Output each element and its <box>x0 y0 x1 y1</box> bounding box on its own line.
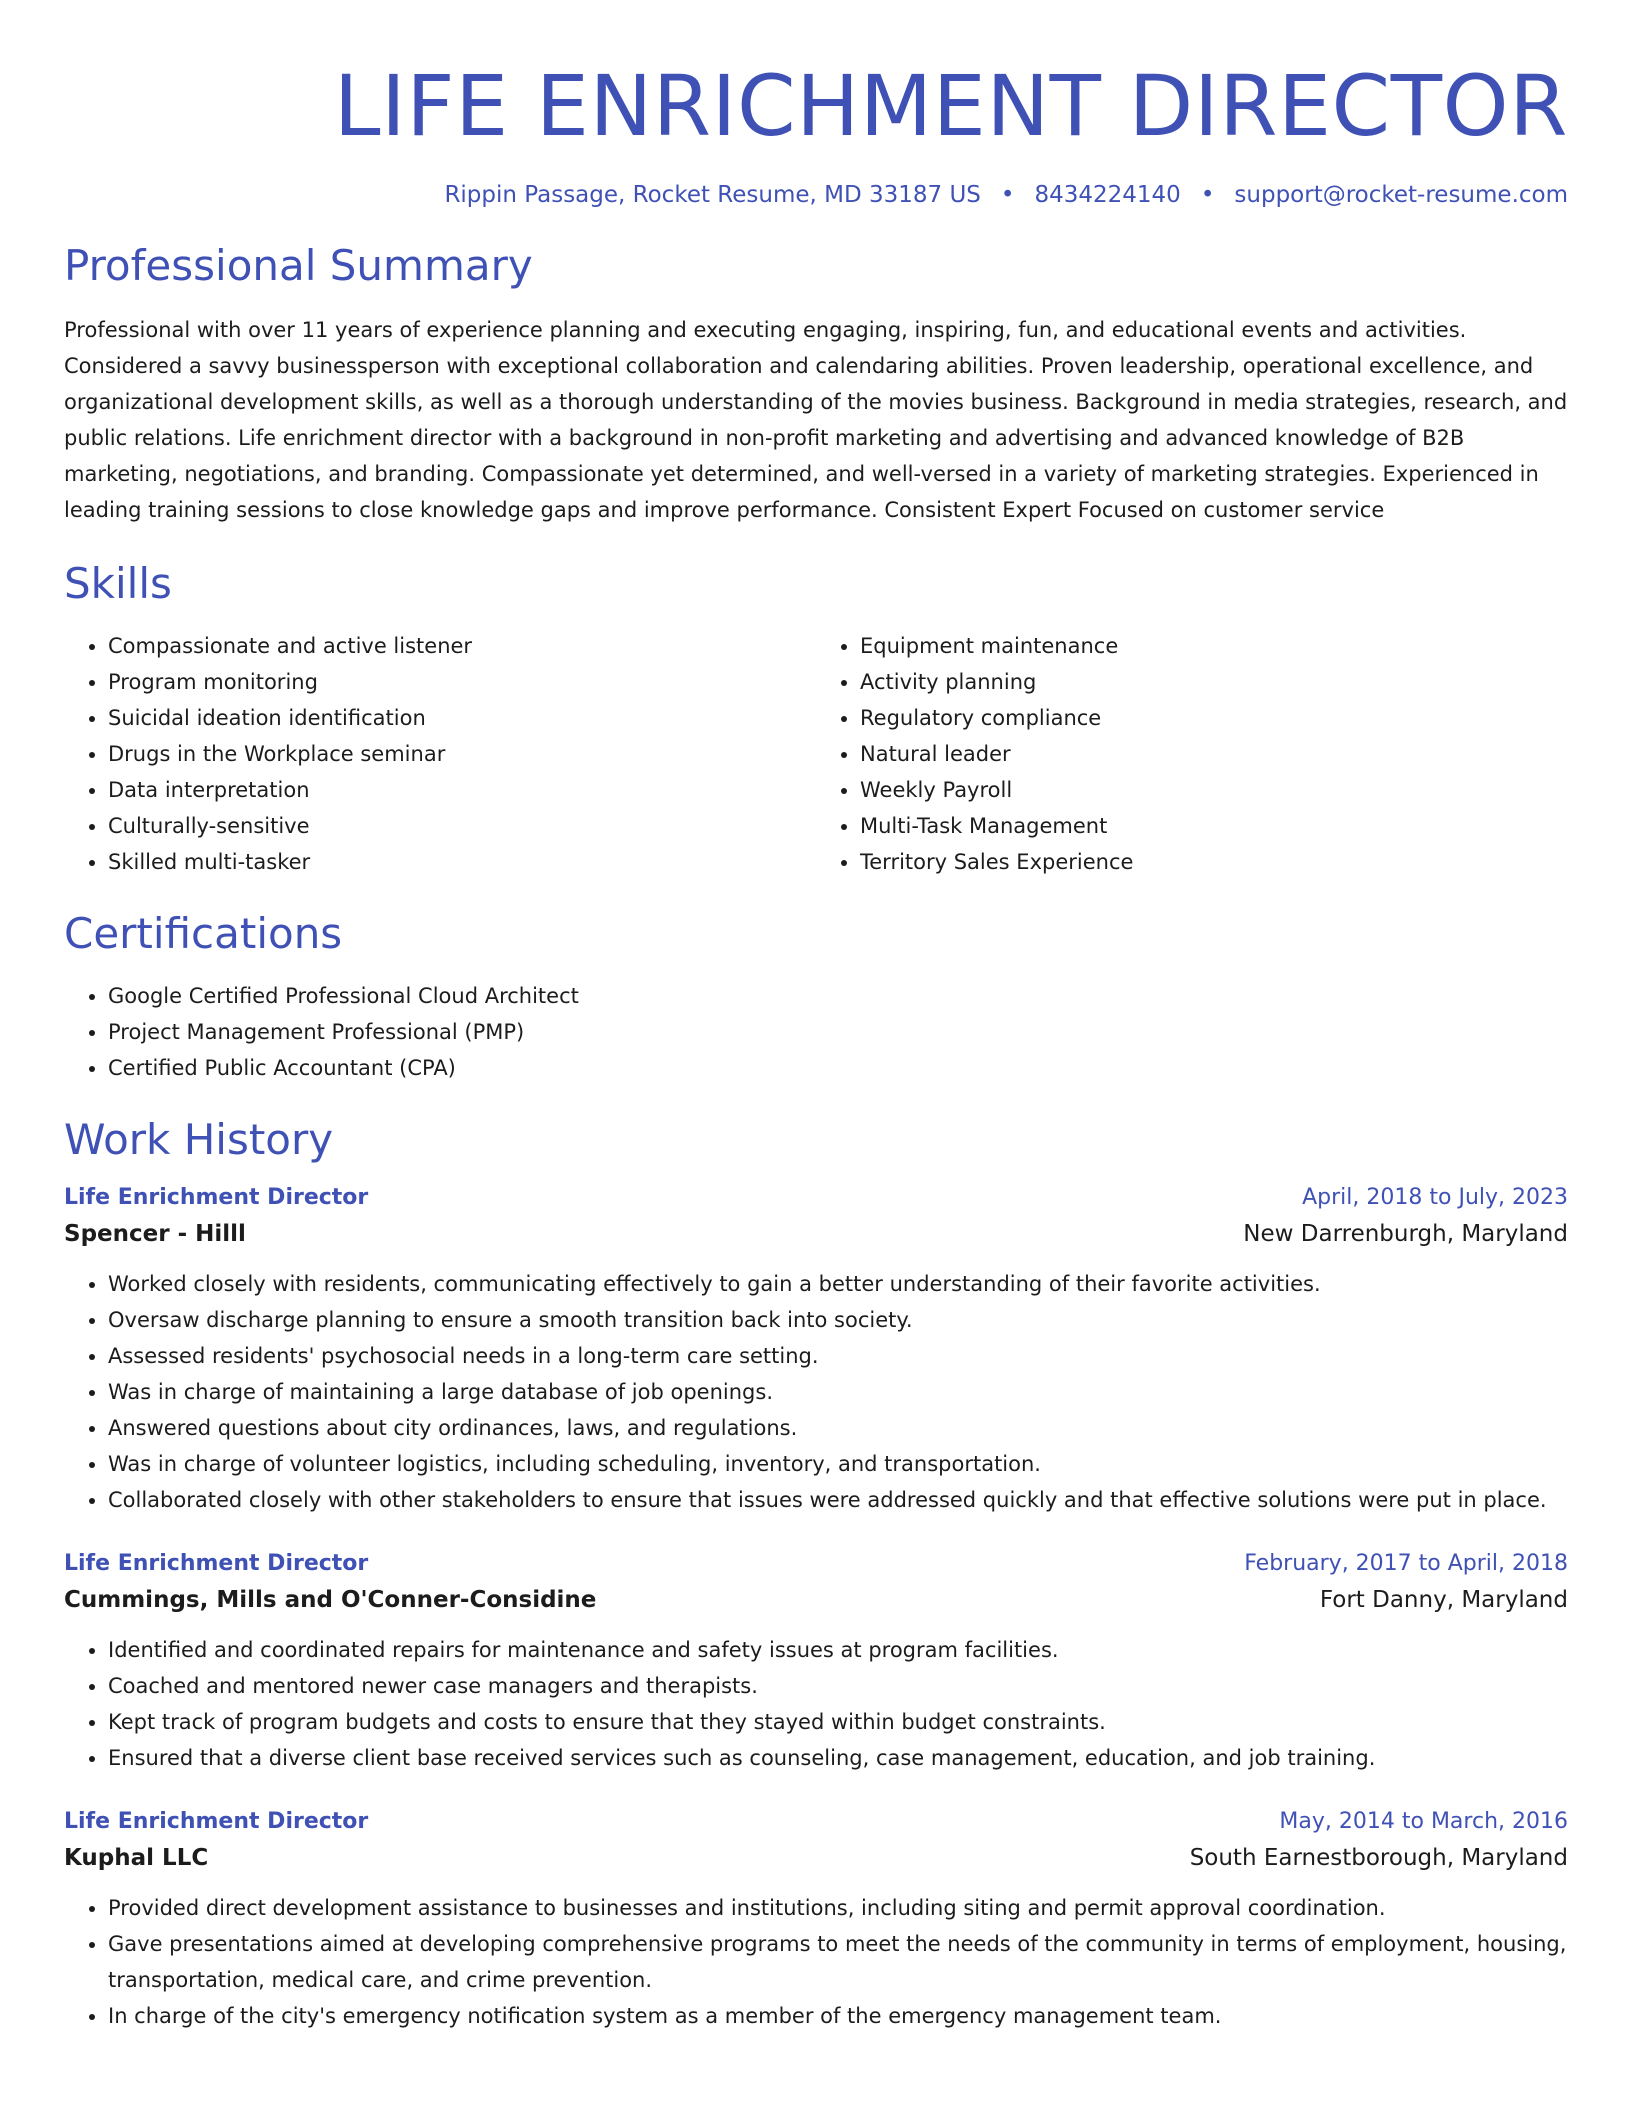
job-bullet: • Oversaw discharge planning to ensure a smooth transition back into society. <box>108 1302 1568 1338</box>
contact-separator: • <box>1000 182 1015 208</box>
job-header-row <box>64 1182 1568 1214</box>
job-bullet: • Provided direct development assistance to businesses and institutions, including siting and permit approval coordination. <box>108 1890 1568 1926</box>
job-dates: May, 2014 to March, 2016 <box>1279 1809 1568 1834</box>
resume-header <box>64 56 1568 210</box>
job-bullet: • Assessed residents' psychosocial needs in a long-term care setting. <box>108 1338 1568 1374</box>
section-title-skills: Skills <box>64 559 172 608</box>
job-bullets <box>64 1890 1568 2034</box>
job-dates: February, 2017 to April, 2018 <box>1244 1551 1568 1576</box>
skill-item: • Drugs in the Workplace seminar <box>108 736 816 772</box>
job-entry <box>64 1182 1568 1518</box>
section-title-certifications: Certifications <box>64 909 343 958</box>
skill-item: • Natural leader <box>860 736 1568 772</box>
skills-grid <box>64 628 1568 880</box>
contact-line <box>64 180 1568 210</box>
job-header-row <box>64 1806 1568 1838</box>
job-bullet: • Kept track of program budgets and costs to ensure that they stayed within budget constraints. <box>108 1704 1568 1740</box>
skill-item: • Suicidal ideation identification <box>108 700 816 736</box>
job-header-row <box>64 1548 1568 1580</box>
certification-item: • Google Certified Professional Cloud Architect <box>108 978 1568 1014</box>
skills-list-left <box>64 628 816 880</box>
skill-item: • Activity planning <box>860 664 1568 700</box>
skills-section <box>64 556 1568 880</box>
job-title: Life Enrichment Director <box>64 1185 369 1210</box>
job-bullet: • Gave presentations aimed at developing comprehensive programs to meet the needs of the community in terms of employment, housing, transportation, medical care, and crime prevention. <box>108 1926 1568 1998</box>
skill-item: • Culturally-sensitive <box>108 808 816 844</box>
job-dates: April, 2018 to July, 2023 <box>1302 1185 1568 1210</box>
job-company-row <box>64 1580 1568 1620</box>
contact-phone: 8434224140 <box>1034 182 1181 208</box>
skill-item: • Multi-Task Management <box>860 808 1568 844</box>
job-company-row <box>64 1838 1568 1878</box>
job-bullets <box>64 1632 1568 1776</box>
skill-item: • Data interpretation <box>108 772 816 808</box>
job-bullet: • Collaborated closely with other stakeholders to ensure that issues were addressed quickly and that effective solutions were put in place. <box>108 1482 1568 1518</box>
skill-item: • Weekly Payroll <box>860 772 1568 808</box>
job-company: Cummings, Mills and O'Conner-Considine <box>64 1587 597 1613</box>
job-title: Life Enrichment Director <box>64 1809 369 1834</box>
certifications-list <box>64 978 1568 1086</box>
job-entry <box>64 1548 1568 1776</box>
summary-section <box>64 238 1568 528</box>
job-bullet: • Worked closely with residents, communicating effectively to gain a better understanding of their favorite activities. <box>108 1266 1568 1302</box>
contact-separator: • <box>1200 182 1215 208</box>
certifications-section <box>64 906 1568 1086</box>
section-title-work-history: Work History <box>64 1115 334 1164</box>
skill-item: • Equipment maintenance <box>860 628 1568 664</box>
section-title-summary: Professional Summary <box>64 241 533 290</box>
skill-item: • Skilled multi-tasker <box>108 844 816 880</box>
job-location: South Earnestborough, Maryland <box>1189 1845 1568 1871</box>
job-bullet: • Was in charge of maintaining a large database of job openings. <box>108 1374 1568 1410</box>
contact-address: Rippin Passage, Rocket Resume, MD 33187 US <box>444 182 981 208</box>
skill-item: • Territory Sales Experience <box>860 844 1568 880</box>
job-entry <box>64 1806 1568 2034</box>
job-bullets <box>64 1266 1568 1518</box>
job-company: Spencer - Hilll <box>64 1221 246 1247</box>
summary-text: Professional with over 11 years of experience planning and executing engaging, inspiring, fun, and educational events and activities. Considered a savvy businessperson with exceptional collaboration and calendaring abilities. Proven leadership, operational excellence, and organizational development skills, as well as a thorough understanding of the movies business. Background in media strategies, research, and public relations. Life enrichment director with a background in non-profit marketing and advertising and advanced knowledge of B2B marketing, negotiations, and branding. Compassionate yet determined, and well-versed in a variety of marketing strategies. Experienced in leading training sessions to close knowledge gaps and improve performance. Consistent Expert Focused on customer service <box>64 318 1568 522</box>
job-bullet: • Was in charge of volunteer logistics, including scheduling, inventory, and transportation. <box>108 1446 1568 1482</box>
job-company-row <box>64 1214 1568 1254</box>
job-bullet: • In charge of the city's emergency notification system as a member of the emergency management team. <box>108 1998 1568 2034</box>
job-bullet: • Coached and mentored newer case managers and therapists. <box>108 1668 1568 1704</box>
job-bullet: • Answered questions about city ordinances, laws, and regulations. <box>108 1410 1568 1446</box>
job-location: Fort Danny, Maryland <box>1319 1587 1568 1613</box>
skills-list-right <box>816 628 1568 880</box>
job-company: Kuphal LLC <box>64 1845 209 1871</box>
job-bullet: • Identified and coordinated repairs for maintenance and safety issues at program facilities. <box>108 1632 1568 1668</box>
work-history-section <box>64 1112 1568 2034</box>
certification-item: • Project Management Professional (PMP) <box>108 1014 1568 1050</box>
skill-item: • Regulatory compliance <box>860 700 1568 736</box>
contact-email: support@rocket-resume.com <box>1234 182 1568 208</box>
job-location: New Darrenburgh, Maryland <box>1243 1221 1568 1247</box>
job-title: Life Enrichment Director <box>64 1551 369 1576</box>
resume-name: LIFE ENRICHMENT DIRECTOR <box>333 57 1568 155</box>
certification-item: • Certified Public Accountant (CPA) <box>108 1050 1568 1086</box>
skill-item: • Program monitoring <box>108 664 816 700</box>
skill-item: • Compassionate and active listener <box>108 628 816 664</box>
job-bullet: • Ensured that a diverse client base received services such as counseling, case management, education, and job training. <box>108 1740 1568 1776</box>
